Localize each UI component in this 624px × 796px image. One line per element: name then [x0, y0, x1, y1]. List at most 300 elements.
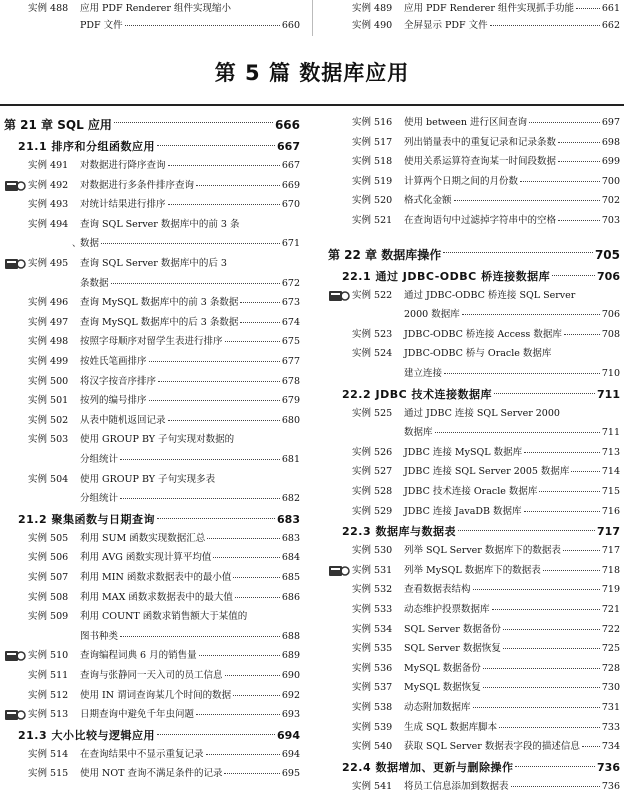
example-number: 实例 528	[352, 486, 393, 497]
entry-title: 21.2 聚集函数与日期查询	[18, 512, 155, 526]
toc-entry	[0, 314, 300, 332]
dot-leader	[524, 503, 600, 512]
toc-entry	[0, 392, 300, 410]
example-number: 实例 537	[352, 682, 393, 694]
toc-entry	[0, 196, 300, 214]
toc-entry-continuation	[0, 628, 300, 646]
example-number: 实例 496	[28, 297, 69, 309]
page-number: 722	[601, 623, 620, 635]
dot-leader	[168, 157, 280, 166]
dot-leader	[571, 463, 599, 472]
example-number: 实例 509	[28, 611, 69, 623]
entry-title: 使用 NOT 查询不满足条件的记录	[80, 768, 223, 780]
entry-title: 数据	[80, 238, 100, 250]
toc-entry	[0, 647, 300, 665]
toc-entry-continuation	[0, 17, 300, 35]
entry-title: 按列的编号排序	[80, 395, 147, 407]
section-heading	[324, 522, 620, 542]
example-number: 实例 503	[28, 434, 69, 446]
page-number: 706	[597, 269, 620, 283]
dot-leader	[520, 173, 600, 182]
entry-text-wrap	[80, 235, 300, 253]
page-number: 714	[601, 466, 620, 478]
toc-entry	[0, 746, 300, 764]
dot-leader	[168, 196, 280, 205]
page-number: 734	[601, 741, 620, 753]
entry-title: 查询 SQL Server 数据库中的前 3 条	[80, 218, 240, 230]
example-number: 实例 520	[352, 195, 393, 207]
entry-text-wrap	[80, 314, 300, 332]
example-number: 实例 534	[352, 623, 393, 635]
entry-text-wrap	[80, 392, 300, 410]
entry-title: 动态附加数据库	[404, 702, 471, 713]
example-number: 实例 517	[352, 136, 393, 148]
example-number: 实例 515	[28, 768, 69, 780]
page-number: 710	[601, 368, 620, 379]
page-number: 689	[281, 650, 300, 662]
dot-leader	[224, 765, 279, 774]
toc-entry	[0, 706, 300, 724]
entry-text-wrap	[404, 192, 620, 210]
toc-entry	[324, 581, 620, 599]
entry-title: 将汉字按音序排序	[80, 375, 157, 387]
toc-entry	[324, 679, 620, 697]
entry-title: 21.1 排序和分组函数应用	[18, 140, 155, 153]
toc-entry	[324, 621, 620, 639]
page-number: 699	[601, 156, 620, 168]
toc-entry	[324, 192, 620, 210]
dot-leader	[454, 192, 600, 201]
entry-text-wrap	[404, 562, 620, 580]
toc-entry	[324, 326, 620, 344]
page-number: 708	[601, 328, 620, 340]
entry-text-wrap	[404, 287, 620, 305]
entry-title: 日期查询中避免千年虫问题	[80, 709, 195, 721]
example-number: 实例 523	[352, 328, 393, 340]
page-number: 718	[601, 564, 620, 576]
entry-title: 使用 IN 谓词查询某几个时间的数据	[80, 689, 232, 701]
toc-entry	[324, 114, 620, 132]
entry-text-wrap	[80, 530, 300, 548]
entry-text-wrap	[404, 738, 620, 756]
section-heading	[0, 137, 300, 157]
entry-text-wrap	[404, 542, 620, 560]
dot-leader	[443, 244, 593, 253]
dot-leader	[473, 581, 600, 590]
section-heading	[0, 510, 300, 530]
dot-leader	[101, 235, 280, 244]
page-number: 661	[601, 3, 620, 14]
toc-entry	[324, 562, 620, 580]
toc-entry	[324, 503, 620, 521]
example-number: 实例 540	[352, 741, 393, 753]
dot-leader	[494, 385, 595, 394]
example-number: 实例 527	[352, 466, 393, 478]
cd-book-icon	[328, 290, 350, 302]
entry-text-wrap	[404, 601, 620, 619]
entry-title: 使用 GROUP BY 子句实现多表	[80, 473, 216, 485]
example-number: 实例 530	[352, 545, 393, 557]
entry-text-wrap	[404, 463, 620, 481]
entry-text-wrap	[80, 569, 300, 587]
entry-title: 从表中随机返回记录	[80, 414, 166, 426]
page-number: 682	[281, 493, 300, 505]
dot-leader	[558, 153, 600, 162]
page-number: 733	[601, 721, 620, 733]
entry-title: 第 22 章 数据库操作	[328, 247, 442, 262]
entry-title: 使用关系运算符查询某一时间段数据	[404, 156, 557, 168]
page-number: 684	[281, 552, 300, 564]
page-number: 679	[281, 395, 300, 407]
example-number: 实例 522	[352, 289, 393, 301]
page-number: 662	[601, 20, 620, 31]
entry-title: 在查询语句中过滤掉字符串中的空格	[404, 215, 557, 226]
toc-entry	[324, 345, 620, 363]
example-number: 实例 511	[28, 670, 69, 681]
page-number: 683	[281, 532, 300, 544]
page-number: 736	[597, 760, 620, 774]
entry-text-wrap	[404, 326, 620, 344]
page-number: 717	[597, 525, 620, 539]
entry-text-wrap	[80, 431, 300, 449]
entry-text-wrap	[80, 549, 300, 567]
toc-entry	[324, 738, 620, 756]
page-number: 703	[601, 215, 620, 226]
entry-title: 列举 SQL Server 数据库下的数据表	[404, 545, 561, 557]
dot-leader	[157, 726, 275, 735]
dot-leader	[213, 549, 279, 558]
example-number: 实例 500	[28, 375, 69, 387]
toc-entry	[324, 542, 620, 560]
part-divider	[0, 104, 624, 106]
page-number: 688	[281, 630, 300, 642]
entry-text-wrap	[80, 765, 300, 783]
entry-title: 应用 PDF Renderer 组件实现缩小	[80, 3, 231, 14]
entry-title: 查询 MySQL 数据库中的前 3 条数据	[80, 297, 239, 309]
entry-title: 22.1 通过 JDBC-ODBC 桥连接数据库	[342, 269, 551, 283]
example-number: 实例 504	[28, 473, 69, 485]
entry-text-wrap	[404, 444, 620, 462]
entry-text-wrap	[404, 424, 620, 442]
chapter-heading	[324, 244, 620, 266]
entry-text-wrap	[80, 667, 300, 685]
entry-title: 分组统计	[80, 454, 119, 465]
toc-entry	[0, 333, 300, 351]
entry-title: MySQL 数据恢复	[404, 682, 481, 694]
entry-title: 22.2 JDBC 技术连接数据库	[342, 387, 492, 401]
entry-title: 使用 between 进行区间查询	[404, 117, 528, 128]
page-number: 660	[281, 20, 300, 31]
toc-entry	[0, 549, 300, 567]
entry-title: 21.3 大小比较与逻辑应用	[18, 728, 155, 742]
dot-leader	[503, 640, 600, 649]
entry-text-wrap	[80, 333, 300, 351]
page-number: 674	[281, 316, 300, 328]
entry-text-wrap	[80, 647, 300, 665]
entry-text-wrap	[404, 778, 620, 796]
dot-leader	[499, 719, 600, 728]
toc-entry	[324, 719, 620, 737]
dot-leader	[564, 326, 600, 335]
entry-text-wrap	[80, 608, 300, 626]
dot-leader	[444, 365, 600, 374]
entry-text-wrap	[80, 0, 300, 18]
entry-text-wrap	[80, 196, 300, 214]
page-number: 680	[281, 414, 300, 426]
page-number: 713	[601, 446, 620, 458]
example-number: 实例 513	[28, 709, 69, 721]
entry-title: 利用 SUM 函数实现数据汇总	[80, 532, 206, 544]
dot-leader	[149, 392, 280, 401]
toc-entry-continuation	[0, 451, 300, 469]
entry-title: 查询 SQL Server 数据库中的后 3	[80, 258, 227, 269]
toc-entry	[324, 405, 620, 423]
example-number: 实例 519	[352, 175, 393, 187]
entry-title: 计算两个日期之间的月份数	[404, 175, 519, 187]
example-number: 实例 489	[352, 3, 393, 14]
page-number: 730	[601, 682, 620, 694]
entry-text-wrap	[404, 719, 620, 737]
entry-text-wrap	[404, 699, 620, 717]
section-heading	[324, 267, 620, 287]
page-number: 675	[281, 336, 300, 348]
toc-entry	[0, 687, 300, 705]
entry-text-wrap	[404, 17, 620, 35]
toc-entry	[324, 134, 620, 152]
page-number: 695	[281, 768, 300, 780]
toc-entry-continuation	[0, 235, 300, 253]
entry-text-wrap	[342, 385, 620, 405]
entry-text-wrap	[404, 483, 620, 501]
entry-text-wrap	[404, 679, 620, 697]
example-number: 实例 531	[352, 564, 393, 576]
entry-title: 条数据	[80, 277, 109, 289]
chapter-heading	[0, 114, 300, 136]
entry-text-wrap	[18, 510, 300, 530]
example-number: 实例 524	[352, 348, 393, 360]
page-number: 678	[281, 375, 300, 387]
entry-text-wrap	[80, 353, 300, 371]
entry-text-wrap	[80, 177, 300, 195]
column-separator	[312, 0, 313, 36]
toc-entry-continuation	[0, 275, 300, 293]
dot-leader	[196, 706, 280, 715]
page-number: 736	[601, 780, 620, 792]
entry-text-wrap	[404, 345, 620, 363]
example-number: 实例 536	[352, 662, 393, 674]
toc-entry	[324, 640, 620, 658]
example-number: 实例 490	[352, 20, 393, 31]
entry-title: 分组统计	[80, 493, 119, 505]
example-number: 实例 533	[352, 604, 393, 615]
toc-entry	[324, 17, 620, 35]
entry-text-wrap	[404, 581, 620, 599]
dot-leader	[233, 687, 280, 696]
example-number: 实例 512	[28, 689, 69, 701]
page-number: 672	[281, 277, 300, 289]
entry-title: 第 21 章 SQL 应用	[4, 118, 112, 132]
dot-leader	[483, 660, 600, 669]
page-number: 731	[601, 702, 620, 713]
page-number: 698	[601, 136, 620, 148]
toc-entry	[0, 471, 300, 489]
entry-text-wrap	[404, 621, 620, 639]
page-number: 700	[601, 175, 620, 187]
entry-title: 利用 AVG 函数实现计算平均值	[80, 552, 212, 564]
entry-text-wrap	[80, 412, 300, 430]
entry-title: 查询 MySQL 数据库中的后 3 条数据	[80, 316, 239, 328]
cd-book-icon	[4, 258, 26, 270]
example-number: 实例 508	[28, 591, 69, 603]
dot-leader	[225, 667, 280, 676]
dot-leader	[125, 17, 280, 26]
page-number: 671	[281, 238, 300, 250]
section-heading	[324, 385, 620, 405]
part-title: 第 5 篇 数据库应用	[214, 61, 410, 85]
entry-text-wrap	[404, 212, 620, 230]
example-number: 实例 494	[28, 218, 69, 230]
dot-leader	[529, 114, 600, 123]
toc-entry	[324, 173, 620, 191]
entry-title: 按姓氏笔画排序	[80, 356, 147, 367]
entry-title: SQL Server 数据恢复	[404, 643, 501, 655]
page-number: 728	[601, 662, 620, 674]
example-number: 实例 507	[28, 572, 69, 583]
entry-text-wrap	[404, 405, 620, 423]
entry-title: 通过 JDBC 连接 SQL Server 2000	[404, 407, 560, 419]
dot-leader	[120, 490, 280, 499]
toc-entry	[324, 778, 620, 796]
page-number: 705	[594, 247, 620, 262]
page-number: 693	[281, 709, 300, 721]
entry-text-wrap	[404, 640, 620, 658]
toc-entry-continuation	[324, 424, 620, 442]
dot-leader	[490, 17, 600, 26]
entry-title: 对统计结果进行排序	[80, 199, 166, 211]
toc-entry	[324, 287, 620, 305]
dot-leader	[473, 699, 600, 708]
page-number: 667	[281, 160, 300, 171]
example-number: 实例 516	[352, 117, 393, 128]
example-number: 实例 488	[28, 3, 69, 14]
entry-title: 将员工信息添加到数据表	[404, 780, 509, 792]
stray-mark: 、	[72, 239, 82, 250]
entry-text-wrap	[80, 628, 300, 646]
dot-leader	[539, 483, 599, 492]
dot-leader	[503, 621, 600, 630]
entry-title: 获取 SQL Server 数据表字段的描述信息	[404, 741, 580, 753]
dot-leader	[543, 562, 600, 571]
entry-title: 应用 PDF Renderer 组件实现抓手功能	[404, 3, 574, 14]
example-number: 实例 495	[28, 258, 69, 269]
entry-text-wrap	[80, 471, 300, 489]
entry-title: 格式化金额	[404, 195, 452, 207]
dot-leader	[582, 738, 600, 747]
section-heading	[324, 758, 620, 778]
example-number: 实例 498	[28, 336, 69, 348]
entry-text-wrap	[18, 137, 300, 157]
dot-leader	[233, 569, 280, 578]
entry-text-wrap	[80, 216, 300, 234]
entry-text-wrap	[80, 373, 300, 391]
example-number: 实例 521	[352, 215, 393, 226]
entry-title: 通过 JDBC-ODBC 桥连接 SQL Server	[404, 289, 576, 301]
page-number: 715	[601, 486, 620, 497]
dot-leader	[552, 267, 595, 276]
toc-entry	[324, 699, 620, 717]
dot-leader	[558, 134, 600, 143]
dot-leader	[462, 306, 600, 315]
entry-text-wrap	[404, 134, 620, 152]
dot-leader	[168, 412, 280, 421]
toc-entry	[0, 431, 300, 449]
toc-entry	[0, 373, 300, 391]
page-number: 694	[281, 748, 300, 760]
page-number: 681	[281, 454, 300, 465]
example-number: 实例 541	[352, 780, 393, 792]
dot-leader	[563, 542, 600, 551]
entry-title: 22.4 数据增加、更新与删除操作	[342, 760, 514, 774]
dot-leader	[206, 746, 280, 755]
toc-entry	[0, 667, 300, 685]
toc-entry	[324, 0, 620, 18]
example-number: 实例 505	[28, 532, 69, 544]
page-number: 725	[601, 643, 620, 655]
dot-leader	[120, 451, 280, 460]
entry-title: 列出销量表中的重复记录和记录条数	[404, 136, 557, 148]
entry-title: JDBC 技术连接 Oracle 数据库	[404, 486, 538, 497]
page-number: 690	[281, 670, 300, 681]
entry-text-wrap	[404, 0, 620, 18]
toc-entry	[0, 412, 300, 430]
example-number: 实例 506	[28, 552, 69, 564]
toc-entry	[324, 601, 620, 619]
entry-title: JDBC 连接 SQL Server 2005 数据库	[404, 466, 570, 478]
entry-title: 动态维护投票数据库	[404, 604, 490, 615]
dot-leader	[114, 114, 273, 123]
entry-title: 利用 COUNT 函数求销售额大于某值的	[80, 611, 248, 623]
page-number: 685	[281, 572, 300, 583]
entry-text-wrap	[80, 275, 300, 293]
example-number: 实例 529	[352, 505, 393, 517]
toc-entry-continuation	[324, 306, 620, 324]
toc-entry	[324, 212, 620, 230]
page-number: 702	[601, 195, 620, 207]
entry-text-wrap	[342, 522, 620, 542]
entry-title: JDBC-ODBC 桥与 Oracle 数据库	[404, 348, 552, 360]
toc-entry	[0, 530, 300, 548]
example-number: 实例 502	[28, 414, 69, 426]
page-number: 692	[281, 689, 300, 701]
toc-entry	[0, 608, 300, 626]
dot-leader	[558, 212, 600, 221]
dot-leader	[207, 530, 280, 539]
example-number: 实例 501	[28, 395, 69, 407]
example-number: 实例 532	[352, 584, 393, 596]
entry-title: 按照字母顺序对留学生表进行排序	[80, 336, 223, 348]
entry-text-wrap	[80, 157, 300, 175]
entry-text-wrap	[4, 114, 300, 136]
dot-leader	[235, 589, 280, 598]
dot-leader	[511, 778, 600, 787]
entry-text-wrap	[342, 758, 620, 778]
entry-title: MySQL 数据备份	[404, 662, 481, 674]
toc-entry	[324, 660, 620, 678]
entry-text-wrap	[18, 726, 300, 746]
dot-leader	[576, 0, 600, 9]
toc-entry	[0, 353, 300, 371]
page-number: 670	[281, 199, 300, 211]
